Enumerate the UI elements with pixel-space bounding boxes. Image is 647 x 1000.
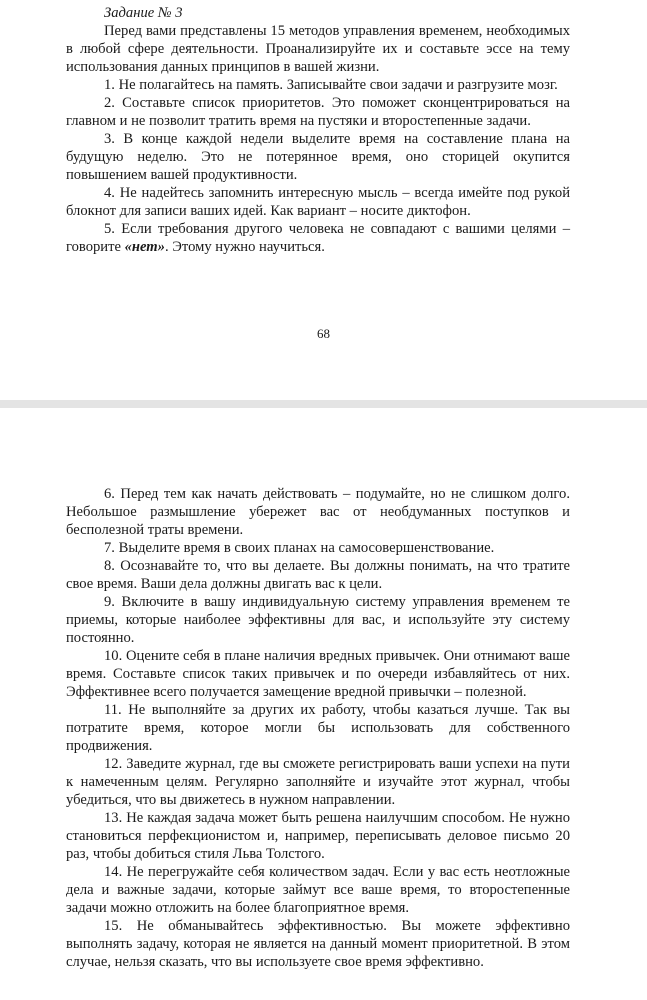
list-item: 2. Составьте список приоритетов. Это поможет сконцентрироваться на главном и не позволит тратить время на пустяки и второстепенные задачи. xyxy=(66,95,570,129)
list-item: 7. Выделите время в своих планах на самосовершенствование. xyxy=(104,540,495,556)
page-separator xyxy=(0,400,647,408)
page-69 xyxy=(0,408,647,1000)
list-item: 3. В конце каждой недели выделите время на составление плана на будущую неделю. Это не потерянное время, оно сторицей окупится повышением вашей продуктивности. xyxy=(66,131,570,183)
list-item: 12. Заведите журнал, где вы сможете регистрировать ваши успехи на пути к намеченным целям. Регулярно заполняйте и изучайте этот журнал, чтобы убедиться, что вы движетесь в нужном направлении. xyxy=(66,756,570,808)
list-item: 9. Включите в вашу индивидуальную систему управления временем те приемы, которые наиболее эффективны для вас, и используйте эту систему постоянно. xyxy=(66,594,570,646)
list-item: 1. Не полагайтесь на память. Записывайте свои задачи и разгрузите мозг. xyxy=(104,77,558,93)
page-68-text xyxy=(66,4,570,256)
list-item: 15. Не обманывайтесь эффективностью. Вы можете эффективно выполнять задачу, которая не является на данный момент приоритетной. В этом случае, нельзя сказать, что вы используете свое время эффективно. xyxy=(66,918,570,970)
item5-text: 5. Если требования другого человека не совпадают с вашими целями – говорите xyxy=(66,221,570,255)
task-intro: Перед вами представлены 15 методов управления временем, необходимых в любой сфере деятельности. Проанализируйте их и составьте эссе на тему использования данных принципов в вашей жизни. xyxy=(66,23,570,75)
list-item: 8. Осознавайте то, что вы делаете. Вы должны понимать, на что тратите свое время. Ваши дела должны двигать вас к цели. xyxy=(66,558,570,592)
list-item: 6. Перед тем как начать действовать – подумайте, но не слишком долго. Небольшое размышление убережет вас от необдуманных поступков и бесполезной траты времени. xyxy=(66,486,570,538)
page-number: 68 xyxy=(317,326,330,341)
task-title: Задание № 3 xyxy=(104,5,183,21)
page-68 xyxy=(0,0,647,400)
item5-emphasis: «нет» xyxy=(124,239,165,255)
list-item: 10. Оцените себя в плане наличия вредных привычек. Они отнимают ваше время. Составьте список таких привычек и по очереди избавляйтесь от них. Эффективнее всего получается замещение вредной привычки – полезной. xyxy=(66,648,570,700)
item5-text-end: . Этому нужно научиться. xyxy=(164,239,325,255)
list-item: 13. Не каждая задача может быть решена наилучшим способом. Не нужно становиться перфекционистом и, например, переписывать деловое письмо 20 раз, чтобы добиться стиля Льва Толстого. xyxy=(66,810,570,862)
list-item: 14. Не перегружайте себя количеством задач. Если у вас есть неотложные дела и важные задачи, которые займут все ваше время, то второстепенные задачи можно отложить на более благоприятное время. xyxy=(66,864,570,916)
list-item: 4. Не надейтесь запомнить интересную мысль – всегда имейте под рукой блокнот для записи ваших идей. Как вариант – носите диктофон. xyxy=(66,185,570,219)
page-69-text xyxy=(66,485,570,971)
list-item: 11. Не выполняйте за других их работу, чтобы казаться лучше. Так вы потратите время, которое могли бы использовать для собственного продвижения. xyxy=(66,702,570,754)
list-item xyxy=(66,220,570,256)
